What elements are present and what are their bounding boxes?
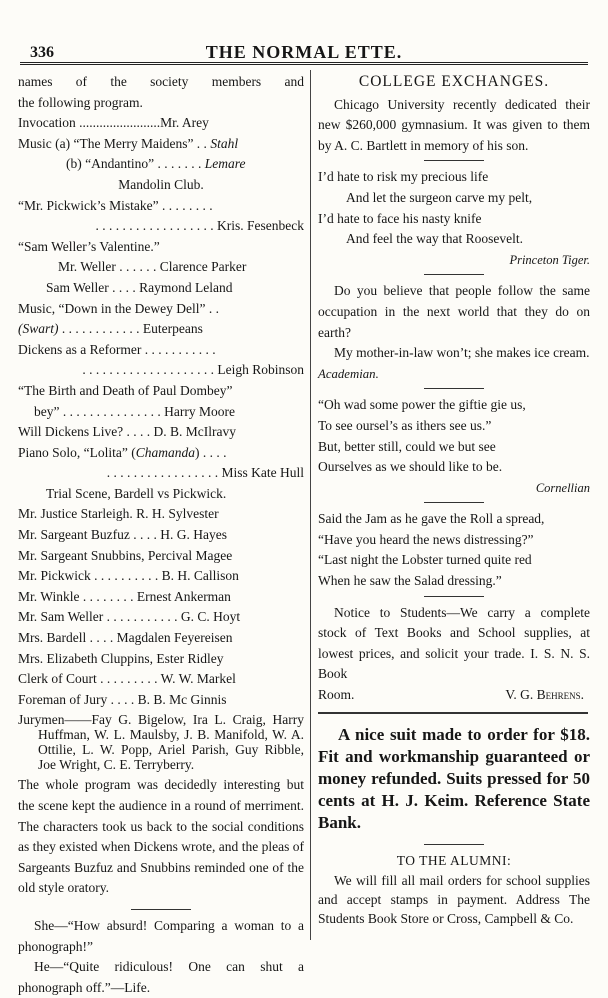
right-column: [318, 72, 590, 928]
verse-line: To see oursel’s as ithers see us.”: [318, 417, 492, 433]
separator: [424, 596, 484, 597]
program-item: [18, 319, 304, 340]
composer: Chamanda: [135, 444, 195, 460]
page-number: 336: [30, 44, 54, 61]
text-line: the following program.: [18, 94, 143, 110]
performer: . . . . . . . . . . . . . . . . . . . . Leigh Robinson: [82, 362, 304, 378]
page-header: [20, 36, 588, 60]
verse-line: But, better still, could we but see: [318, 438, 496, 454]
composer: Lemare: [204, 156, 246, 172]
verse-line: When he saw the Salad dressing.”: [318, 573, 502, 589]
performer: . . . . . . . . . . . . . . . . . Miss Kate Hull: [106, 465, 304, 481]
alumni-notice: We will fill all mail orders for school supplies and accept stamps in payment. Address The Students Book Store or Cross, Campbell & Co.: [318, 873, 590, 927]
verse-line: I’d hate to risk my precious life: [318, 169, 489, 185]
performer: bey” . . . . . . . . . . . . . . . Harry Moore: [34, 403, 235, 419]
performer: Mandolin Club.: [118, 176, 204, 192]
separator: [424, 844, 484, 845]
source-credit: Cornellian: [535, 480, 590, 495]
joke-line: He—“Quite ridiculous! One can shut a phonograph off.”—Life.: [18, 959, 304, 995]
cast-line: Mr. Justice Starleigh. R. H. Sylvester: [18, 506, 219, 522]
cast-line: Clerk of Court . . . . . . . . . W. W. Markel: [18, 671, 236, 687]
advertisement: Notice to Students—We carry a complete stock of Text Books and School supplies, at lowest prices, and solicit your trade. I. S. N. S. Book: [318, 604, 590, 682]
cast-line: Sam Weller . . . . Raymond Leland: [46, 279, 233, 295]
cast-line: Mr. Weller . . . . . . Clarence Parker: [58, 259, 247, 275]
cast-line: Mr. Sam Weller . . . . . . . . . . . G. C. Hoyt: [18, 609, 241, 625]
verse-line: “Last night the Lobster turned quite red: [318, 552, 532, 568]
cast-line: Mr. Pickwick . . . . . . . . . . B. H. Callison: [18, 568, 239, 584]
joke-line: [318, 343, 590, 384]
verse-line: Said the Jam as he gave the Roll a spread,: [318, 511, 545, 527]
performer: . . . . . . . . . . . . Euterpeans: [58, 321, 203, 337]
cast-line: Mrs. Bardell . . . . Magdalen Feyereisen: [18, 630, 233, 646]
program-item: [18, 134, 304, 155]
program-item: [18, 154, 304, 175]
verse-line: “Oh wad some power the giftie gie us,: [318, 397, 526, 413]
separator: [424, 502, 484, 503]
cast-line: Mr. Sargeant Snubbins, Percival Magee: [18, 547, 233, 563]
advertiser-name: V. G. Behrens.: [505, 687, 584, 703]
page-title: THE NORMAL ETTE.: [205, 42, 403, 62]
review-paragraph: The whole program was decidedly interesting but the scene kept the audience in a round of merriment. The characters took us back to the social conditions as they existed when Dickens wrote, and the pleas of Sargeants Buzfuz and Snubbins reminded one of the old style oratory.: [18, 777, 304, 896]
program-item: “Mr. Pickwick’s Mistake” . . . . . . . .: [18, 197, 213, 213]
joke-text: My mother-in-law won’t; she makes ice cream.: [334, 345, 590, 361]
news-item: Chicago University recently dedicated their new $260,000 gymnasium. It was given to them by A. C. Bartlett in memory of his son.: [318, 96, 590, 153]
composer: (Swart): [18, 321, 59, 337]
program-item: Will Dickens Live? . . . . D. B. McIlravy: [18, 424, 237, 440]
separator: [318, 712, 588, 714]
verse-line: And let the surgeon carve my pelt,: [346, 189, 533, 205]
column-divider: [310, 70, 311, 940]
cast-line: Mrs. Elizabeth Cluppins, Ester Ridley: [18, 650, 224, 666]
cast-line: Mr. Winkle . . . . . . . . Ernest Ankerman: [18, 588, 231, 604]
program-text: Piano Solo, “Lolita” (: [18, 444, 136, 460]
header-rule: [20, 62, 588, 65]
program-item: “The Birth and Death of Paul Dombey”: [18, 382, 233, 398]
source-credit: Princeton Tiger.: [509, 252, 590, 267]
separator: [424, 388, 484, 389]
program-item: Dickens as a Reformer . . . . . . . . . . .: [18, 341, 216, 357]
verse-line: And feel the way that Roosevelt.: [346, 231, 523, 247]
program-text: (b) “Andantino” . . . . . . .: [66, 156, 205, 172]
program-item: Invocation ........................Mr. Arey: [18, 115, 209, 131]
text-line: names of the society members and: [18, 74, 304, 89]
source-credit: Academian.: [318, 366, 379, 381]
joke-line: Do you believe that people follow the same occupation in the next world that they do on earth?: [318, 283, 590, 340]
program-item: Music, “Down in the Dewey Dell” . .: [18, 300, 219, 316]
program-text: Music (a) “The Merry Maidens” . .: [18, 135, 211, 151]
program-text: ) . . . .: [195, 444, 227, 460]
program-item: [18, 443, 304, 464]
composer: Stahl: [210, 135, 239, 151]
program-item: “Sam Weller’s Valentine.”: [18, 238, 160, 254]
separator: [424, 160, 484, 161]
performer: . . . . . . . . . . . . . . . . . . Kris. Fesenbeck: [95, 218, 304, 234]
section-heading: TO THE ALUMNI:: [396, 852, 512, 868]
section-heading: COLLEGE EXCHANGES.: [358, 73, 550, 90]
verse-line: I’d hate to face his nasty knife: [318, 210, 482, 226]
verse-line: “Have you heard the news distressing?”: [318, 531, 534, 547]
cast-line: Mr. Sargeant Buzfuz . . . . H. G. Hayes: [18, 527, 227, 543]
ad-text: Room.: [318, 687, 355, 703]
advertisement-signoff: [318, 685, 590, 706]
verse-line: Ourselves as we should like to be.: [318, 459, 503, 475]
suit-advertisement: A nice suit made to order for $18. Fit and workmanship guaranteed or money refunded. Suits pressed for 50 cents at H. J. Keim. Reference State Bank.: [318, 724, 590, 832]
joke-line: She—“How absurd! Comparing a woman to a phonograph!”: [18, 917, 304, 954]
program-item: Trial Scene, Bardell vs Pickwick.: [46, 485, 227, 501]
separator: [424, 274, 484, 275]
jurymen-list: Jurymen——Fay G. Bigelow, Ira L. Craig, Harry Huffman, W. L. Maulsby, J. B. Manifold, W. A. Ottilie, L. W. Popp, Ariel Parish, Guy Ribble, Joe Wright, C. E. Terryberry.: [18, 712, 304, 773]
left-column: [18, 72, 304, 998]
separator: [131, 909, 191, 910]
cast-line: Foreman of Jury . . . . B. B. Mc Ginnis: [18, 691, 227, 707]
